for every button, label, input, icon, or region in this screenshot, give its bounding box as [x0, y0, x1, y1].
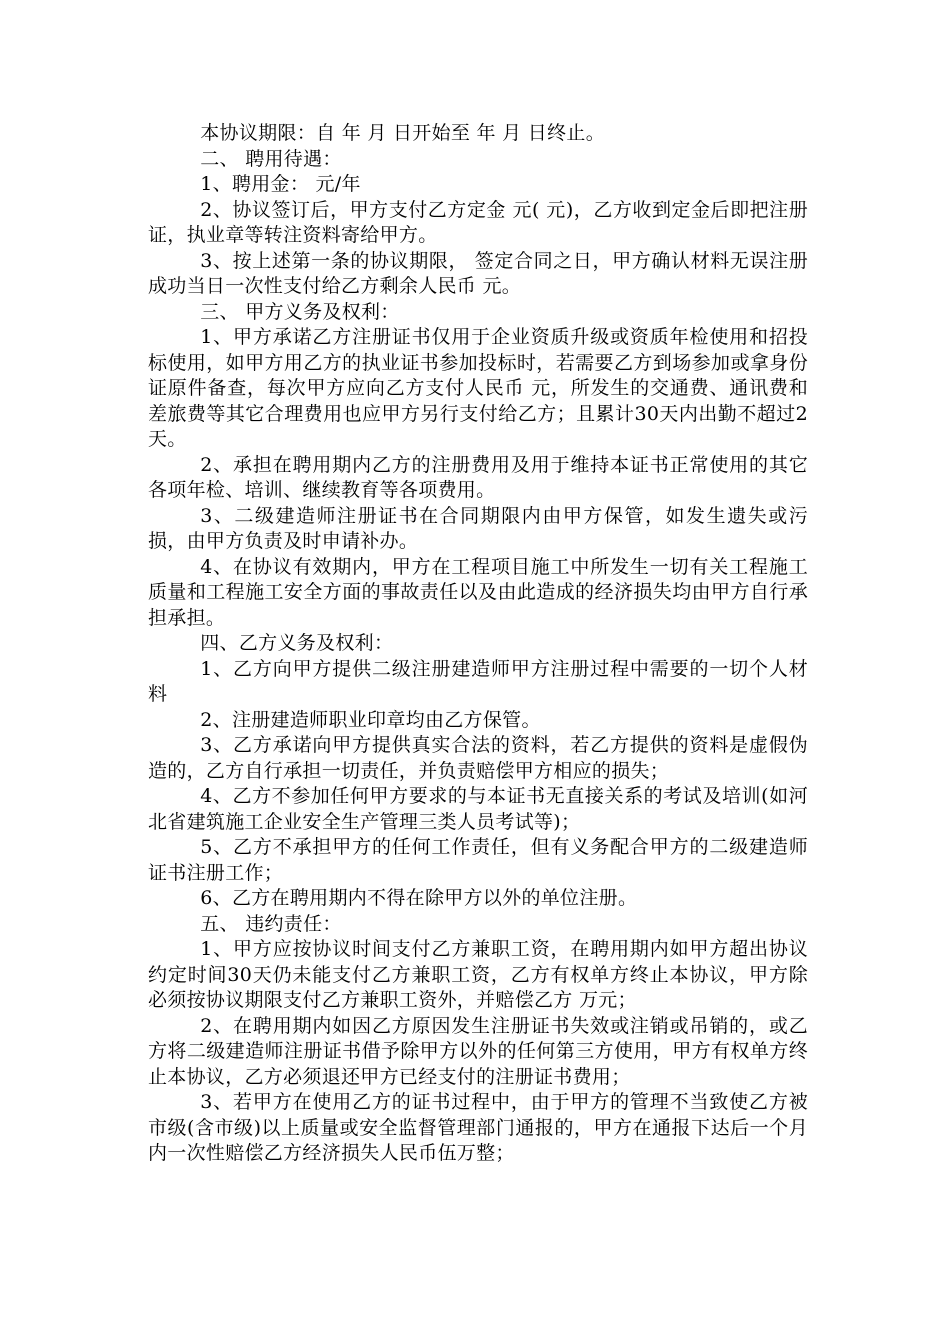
paragraph-4-4: 4、乙方不参加任何甲方要求的与本证书无直接关系的考试及培训(如河北省建筑施工企业安全生产管理三类人员考试等)；: [148, 785, 808, 833]
paragraph-3-4: 4、在协议有效期内，甲方在工程项目施工中所发生一切有关工程施工质量和工程施工安全方面的事故责任以及由此造成的经济损失均由甲方自行承担承担。: [148, 555, 808, 629]
paragraph-4-2: 2、注册建造师职业印章均由乙方保管。: [200, 708, 541, 731]
paragraph-4-1: 1、乙方向甲方提供二级注册建造师甲方注册过程中需要的一切个人材料: [148, 657, 808, 705]
heading-section-3: 三、 甲方义务及权利：: [200, 300, 400, 323]
paragraph-5-3: 3、若甲方在使用乙方的证书过程中，由于甲方的管理不当致使乙方被市级(含市级)以上质量或安全监督管理部门通报的，甲方在通报下达后一个月内一次性赔偿乙方经济损失人民币伍万整；: [148, 1091, 808, 1164]
paragraph-3-3: 3、二级建造师注册证书在合同期限内由甲方保管，如发生遗失或污损，由甲方负责及时申请补办。: [148, 504, 808, 552]
paragraph-5-1: 1、甲方应按协议时间支付乙方兼职工资，在聘用期内如甲方超出协议约定时间30天仍未能支付乙方兼职工资，乙方有权单方终止本协议，甲方除必须按协议期限支付乙方兼职工资外，并赔偿乙方 万元；: [148, 938, 808, 1011]
paragraph-term: 本协议期限：自 年 月 日开始至 年 月 日终止。: [200, 122, 605, 144]
paragraph-2-3: 3、按上述第一条的协议期限， 签定合同之日，甲方确认材料无误注册成功当日一次性支付给乙方剩余人民币 元。: [148, 249, 808, 297]
paragraph-2-2: 2、协议签订后，甲方支付乙方定金 元( 元)，乙方收到定金后即把注册证，执业章等转注资料寄给甲方。: [148, 198, 808, 246]
heading-section-5: 五、 违约责任：: [200, 912, 342, 935]
paragraph-3-1: 1、甲方承诺乙方注册证书仅用于企业资质升级或资质年检使用和招投标使用，如甲方用乙方的执业证书参加投标时，若需要乙方到场参加或拿身份证原件备查，每次甲方应向乙方支付人民币 元，所发生的交通费、通讯费和差旅费等其它合理费用也应甲方另行支付给乙方；且累计30天内出勤不超过2天。: [148, 326, 808, 450]
heading-section-4: 四、乙方义务及权利：: [200, 632, 394, 654]
paragraph-4-3: 3、乙方承诺向甲方提供真实合法的资料，若乙方提供的资料是虚假伪造的，乙方自行承担一切责任，并负责赔偿甲方相应的损失；: [148, 734, 808, 782]
document-body: [148, 121, 808, 1167]
heading-section-2: 二、 聘用待遇：: [200, 147, 342, 170]
paragraph-3-2: 2、承担在聘用期内乙方的注册费用及用于维持本证书正常使用的其它各项年检、培训、继续教育等各项费用。: [148, 453, 808, 501]
paragraph-2-1: 1、聘用金： 元/年: [200, 173, 361, 195]
paragraph-4-6: 6、乙方在聘用期内不得在除甲方以外的单位注册。: [200, 887, 638, 909]
paragraph-5-2: 2、在聘用期内如因乙方原因发生注册证书失效或注销或吊销的，或乙方将二级建造师注册证书借予除甲方以外的任何第三方使用，甲方有权单方终止本协议，乙方必须退还甲方已经支付的注册证书费用；: [148, 1014, 808, 1088]
paragraph-4-5: 5、乙方不承担甲方的任何工作责任，但有义务配合甲方的二级建造师证书注册工作；: [148, 836, 808, 884]
